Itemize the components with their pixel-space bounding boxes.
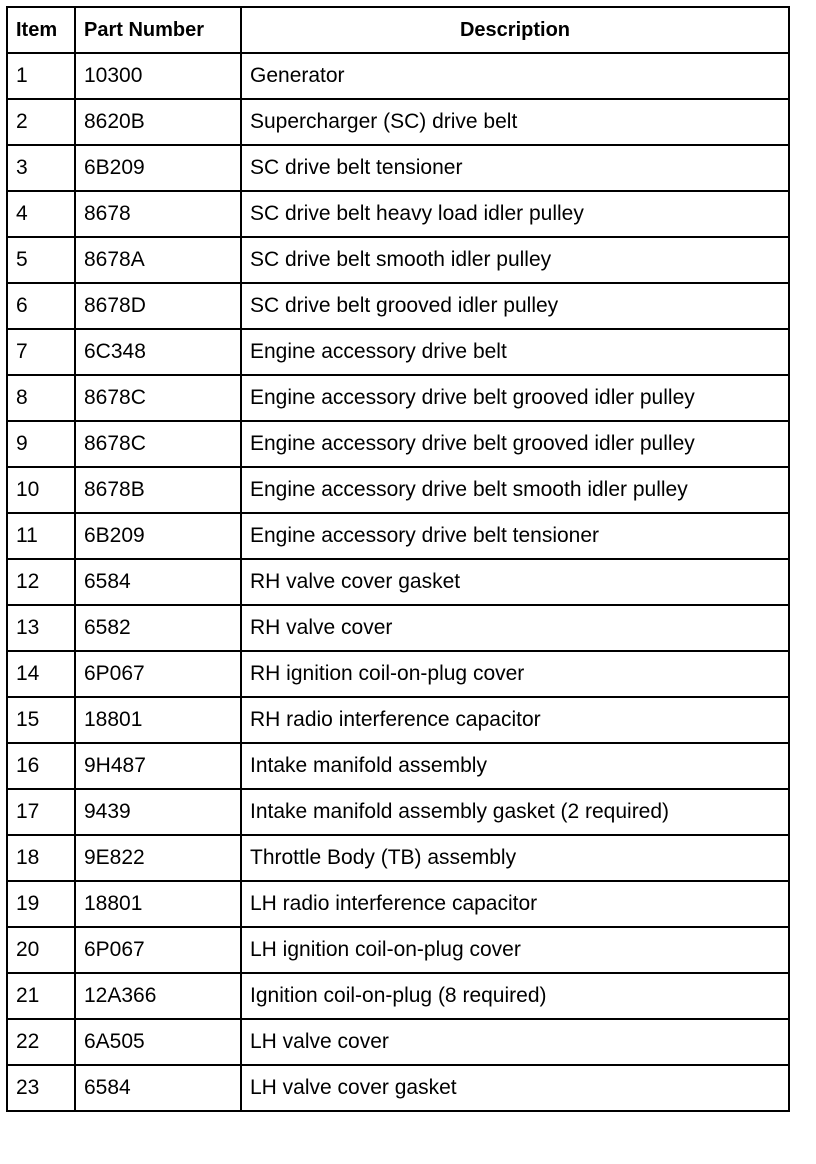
table-row [7,375,789,421]
header-part-number: Part Number [75,7,241,53]
table-row [7,513,789,559]
cell-item: 15 [7,697,75,743]
cell-description: SC drive belt smooth idler pulley [241,237,789,283]
cell-item: 21 [7,973,75,1019]
cell-part-number: 9E822 [75,835,241,881]
cell-item: 3 [7,145,75,191]
cell-description: Engine accessory drive belt smooth idler pulley [241,467,789,513]
table-row [7,283,789,329]
cell-description: LH ignition coil-on-plug cover [241,927,789,973]
table-row [7,191,789,237]
cell-item: 10 [7,467,75,513]
table-row [7,651,789,697]
cell-part-number: 18801 [75,697,241,743]
cell-part-number: 6B209 [75,513,241,559]
cell-part-number: 8678 [75,191,241,237]
cell-part-number: 18801 [75,881,241,927]
cell-item: 7 [7,329,75,375]
cell-item: 16 [7,743,75,789]
table-row [7,559,789,605]
table-row [7,467,789,513]
cell-part-number: 8678D [75,283,241,329]
cell-part-number: 9439 [75,789,241,835]
table-row [7,927,789,973]
table-row [7,1019,789,1065]
cell-item: 23 [7,1065,75,1111]
cell-item: 5 [7,237,75,283]
cell-part-number: 6582 [75,605,241,651]
table-row [7,329,789,375]
cell-part-number: 6B209 [75,145,241,191]
table-row [7,743,789,789]
cell-item: 4 [7,191,75,237]
table-row [7,53,789,99]
cell-item: 11 [7,513,75,559]
cell-part-number: 8620B [75,99,241,145]
cell-description: RH ignition coil-on-plug cover [241,651,789,697]
table-row [7,145,789,191]
cell-description: SC drive belt tensioner [241,145,789,191]
cell-description: Engine accessory drive belt [241,329,789,375]
cell-description: Throttle Body (TB) assembly [241,835,789,881]
table-body [7,53,789,1111]
cell-description: LH valve cover gasket [241,1065,789,1111]
cell-description: LH radio interference capacitor [241,881,789,927]
cell-description: Intake manifold assembly [241,743,789,789]
cell-item: 22 [7,1019,75,1065]
cell-description: RH valve cover gasket [241,559,789,605]
cell-description: Supercharger (SC) drive belt [241,99,789,145]
cell-description: RH radio interference capacitor [241,697,789,743]
cell-description: LH valve cover [241,1019,789,1065]
cell-part-number: 8678B [75,467,241,513]
cell-item: 8 [7,375,75,421]
parts-table [6,6,790,1112]
cell-item: 6 [7,283,75,329]
table-row [7,835,789,881]
cell-description: Engine accessory drive belt grooved idler pulley [241,421,789,467]
cell-part-number: 8678A [75,237,241,283]
cell-item: 12 [7,559,75,605]
cell-item: 13 [7,605,75,651]
cell-part-number: 10300 [75,53,241,99]
header-item: Item [7,7,75,53]
header-row [7,7,789,53]
cell-item: 19 [7,881,75,927]
cell-part-number: 6C348 [75,329,241,375]
cell-item: 20 [7,927,75,973]
cell-part-number: 6P067 [75,651,241,697]
table-row [7,1065,789,1111]
cell-description: Engine accessory drive belt grooved idler pulley [241,375,789,421]
header-description: Description [241,7,789,53]
cell-item: 2 [7,99,75,145]
cell-part-number: 6584 [75,559,241,605]
cell-description: SC drive belt grooved idler pulley [241,283,789,329]
table-row [7,789,789,835]
table-row [7,605,789,651]
table-row [7,697,789,743]
cell-part-number: 6A505 [75,1019,241,1065]
cell-item: 14 [7,651,75,697]
cell-description: Engine accessory drive belt tensioner [241,513,789,559]
cell-description: SC drive belt heavy load idler pulley [241,191,789,237]
table-row [7,421,789,467]
cell-part-number: 8678C [75,375,241,421]
cell-part-number: 9H487 [75,743,241,789]
cell-description: RH valve cover [241,605,789,651]
table-header [7,7,789,53]
table-row [7,99,789,145]
cell-item: 1 [7,53,75,99]
cell-item: 9 [7,421,75,467]
cell-description: Generator [241,53,789,99]
cell-item: 17 [7,789,75,835]
table-row [7,973,789,1019]
cell-part-number: 6P067 [75,927,241,973]
cell-item: 18 [7,835,75,881]
table-row [7,881,789,927]
cell-description: Ignition coil-on-plug (8 required) [241,973,789,1019]
cell-description: Intake manifold assembly gasket (2 required) [241,789,789,835]
cell-part-number: 6584 [75,1065,241,1111]
table-row [7,237,789,283]
cell-part-number: 12A366 [75,973,241,1019]
cell-part-number: 8678C [75,421,241,467]
